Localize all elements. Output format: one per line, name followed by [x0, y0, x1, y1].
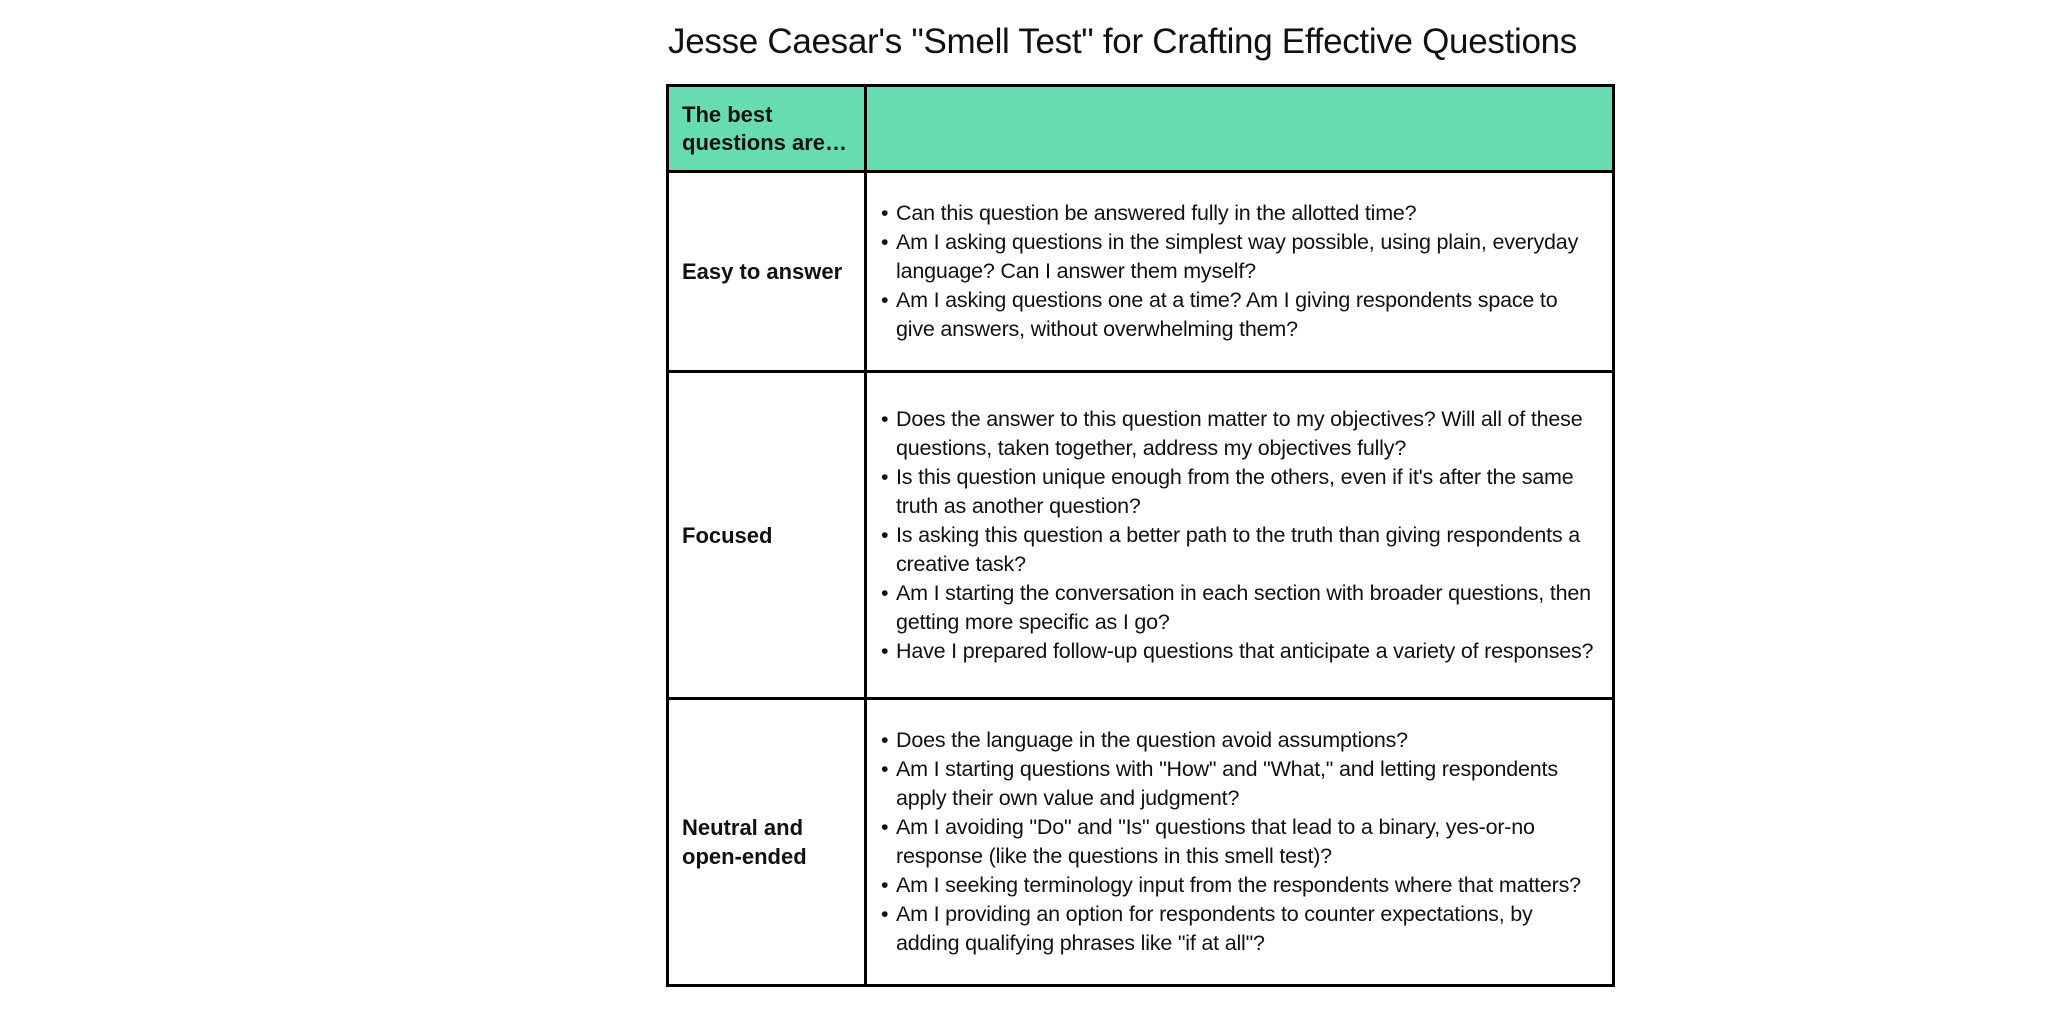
row-label: Focused: [682, 522, 773, 548]
table-row-neutral-and-open-ended: [668, 699, 1614, 986]
bullet-list: [881, 405, 1600, 666]
list-item: • Can this question be answered fully in the allotted time?: [881, 199, 1600, 228]
header-label-cell: [668, 86, 866, 172]
list-item: • Am I asking questions one at a time? Am I giving respondents space to give answers, without overwhelming them?: [881, 286, 1600, 344]
row-label-cell: [668, 699, 866, 986]
bullet-list: [881, 199, 1600, 344]
table-header-row: [668, 86, 1614, 172]
row-label: Neutral and open-ended: [682, 815, 807, 869]
row-content-cell: [866, 372, 1614, 699]
list-item: • Am I seeking terminology input from the respondents where that matters?: [881, 871, 1600, 900]
table-row-easy-to-answer: [668, 172, 1614, 372]
list-item: • Is this question unique enough from the others, even if it's after the same truth as another question?: [881, 463, 1600, 521]
list-item: • Am I providing an option for respondents to counter expectations, by adding qualifying phrases like "if at all"?: [881, 900, 1600, 958]
list-item: • Am I starting the conversation in each section with broader questions, then getting more specific as I go?: [881, 579, 1600, 637]
row-label: Easy to answer: [682, 259, 843, 284]
list-item: • Am I avoiding "Do" and "Is" questions that lead to a binary, yes-or-no response (like the questions in this smell test)?: [881, 813, 1600, 871]
smell-test-table: [666, 84, 1615, 987]
table-row-focused: [668, 372, 1614, 699]
row-label-cell: [668, 372, 866, 699]
list-item: • Does the language in the question avoid assumptions?: [881, 726, 1600, 755]
header-content-cell: [866, 86, 1614, 172]
header-label: The best questions are…: [682, 101, 848, 155]
list-item: • Is asking this question a better path to the truth than giving respondents a creative task?: [881, 521, 1600, 579]
list-item: • Have I prepared follow-up questions that anticipate a variety of responses?: [881, 637, 1600, 666]
list-item: • Does the answer to this question matter to my objectives? Will all of these questions, taken together, address my objectives fully?: [881, 405, 1600, 463]
page-title: Jesse Caesar's "Smell Test" for Crafting Effective Questions: [668, 22, 1578, 61]
list-item: • Am I starting questions with "How" and "What," and letting respondents apply their own value and judgment?: [881, 755, 1600, 813]
row-label-cell: [668, 172, 866, 372]
row-content-cell: [866, 172, 1614, 372]
bullet-list: [881, 726, 1600, 958]
row-content-cell: [866, 699, 1614, 986]
list-item: • Am I asking questions in the simplest way possible, using plain, everyday language? Can I answer them myself?: [881, 228, 1600, 286]
